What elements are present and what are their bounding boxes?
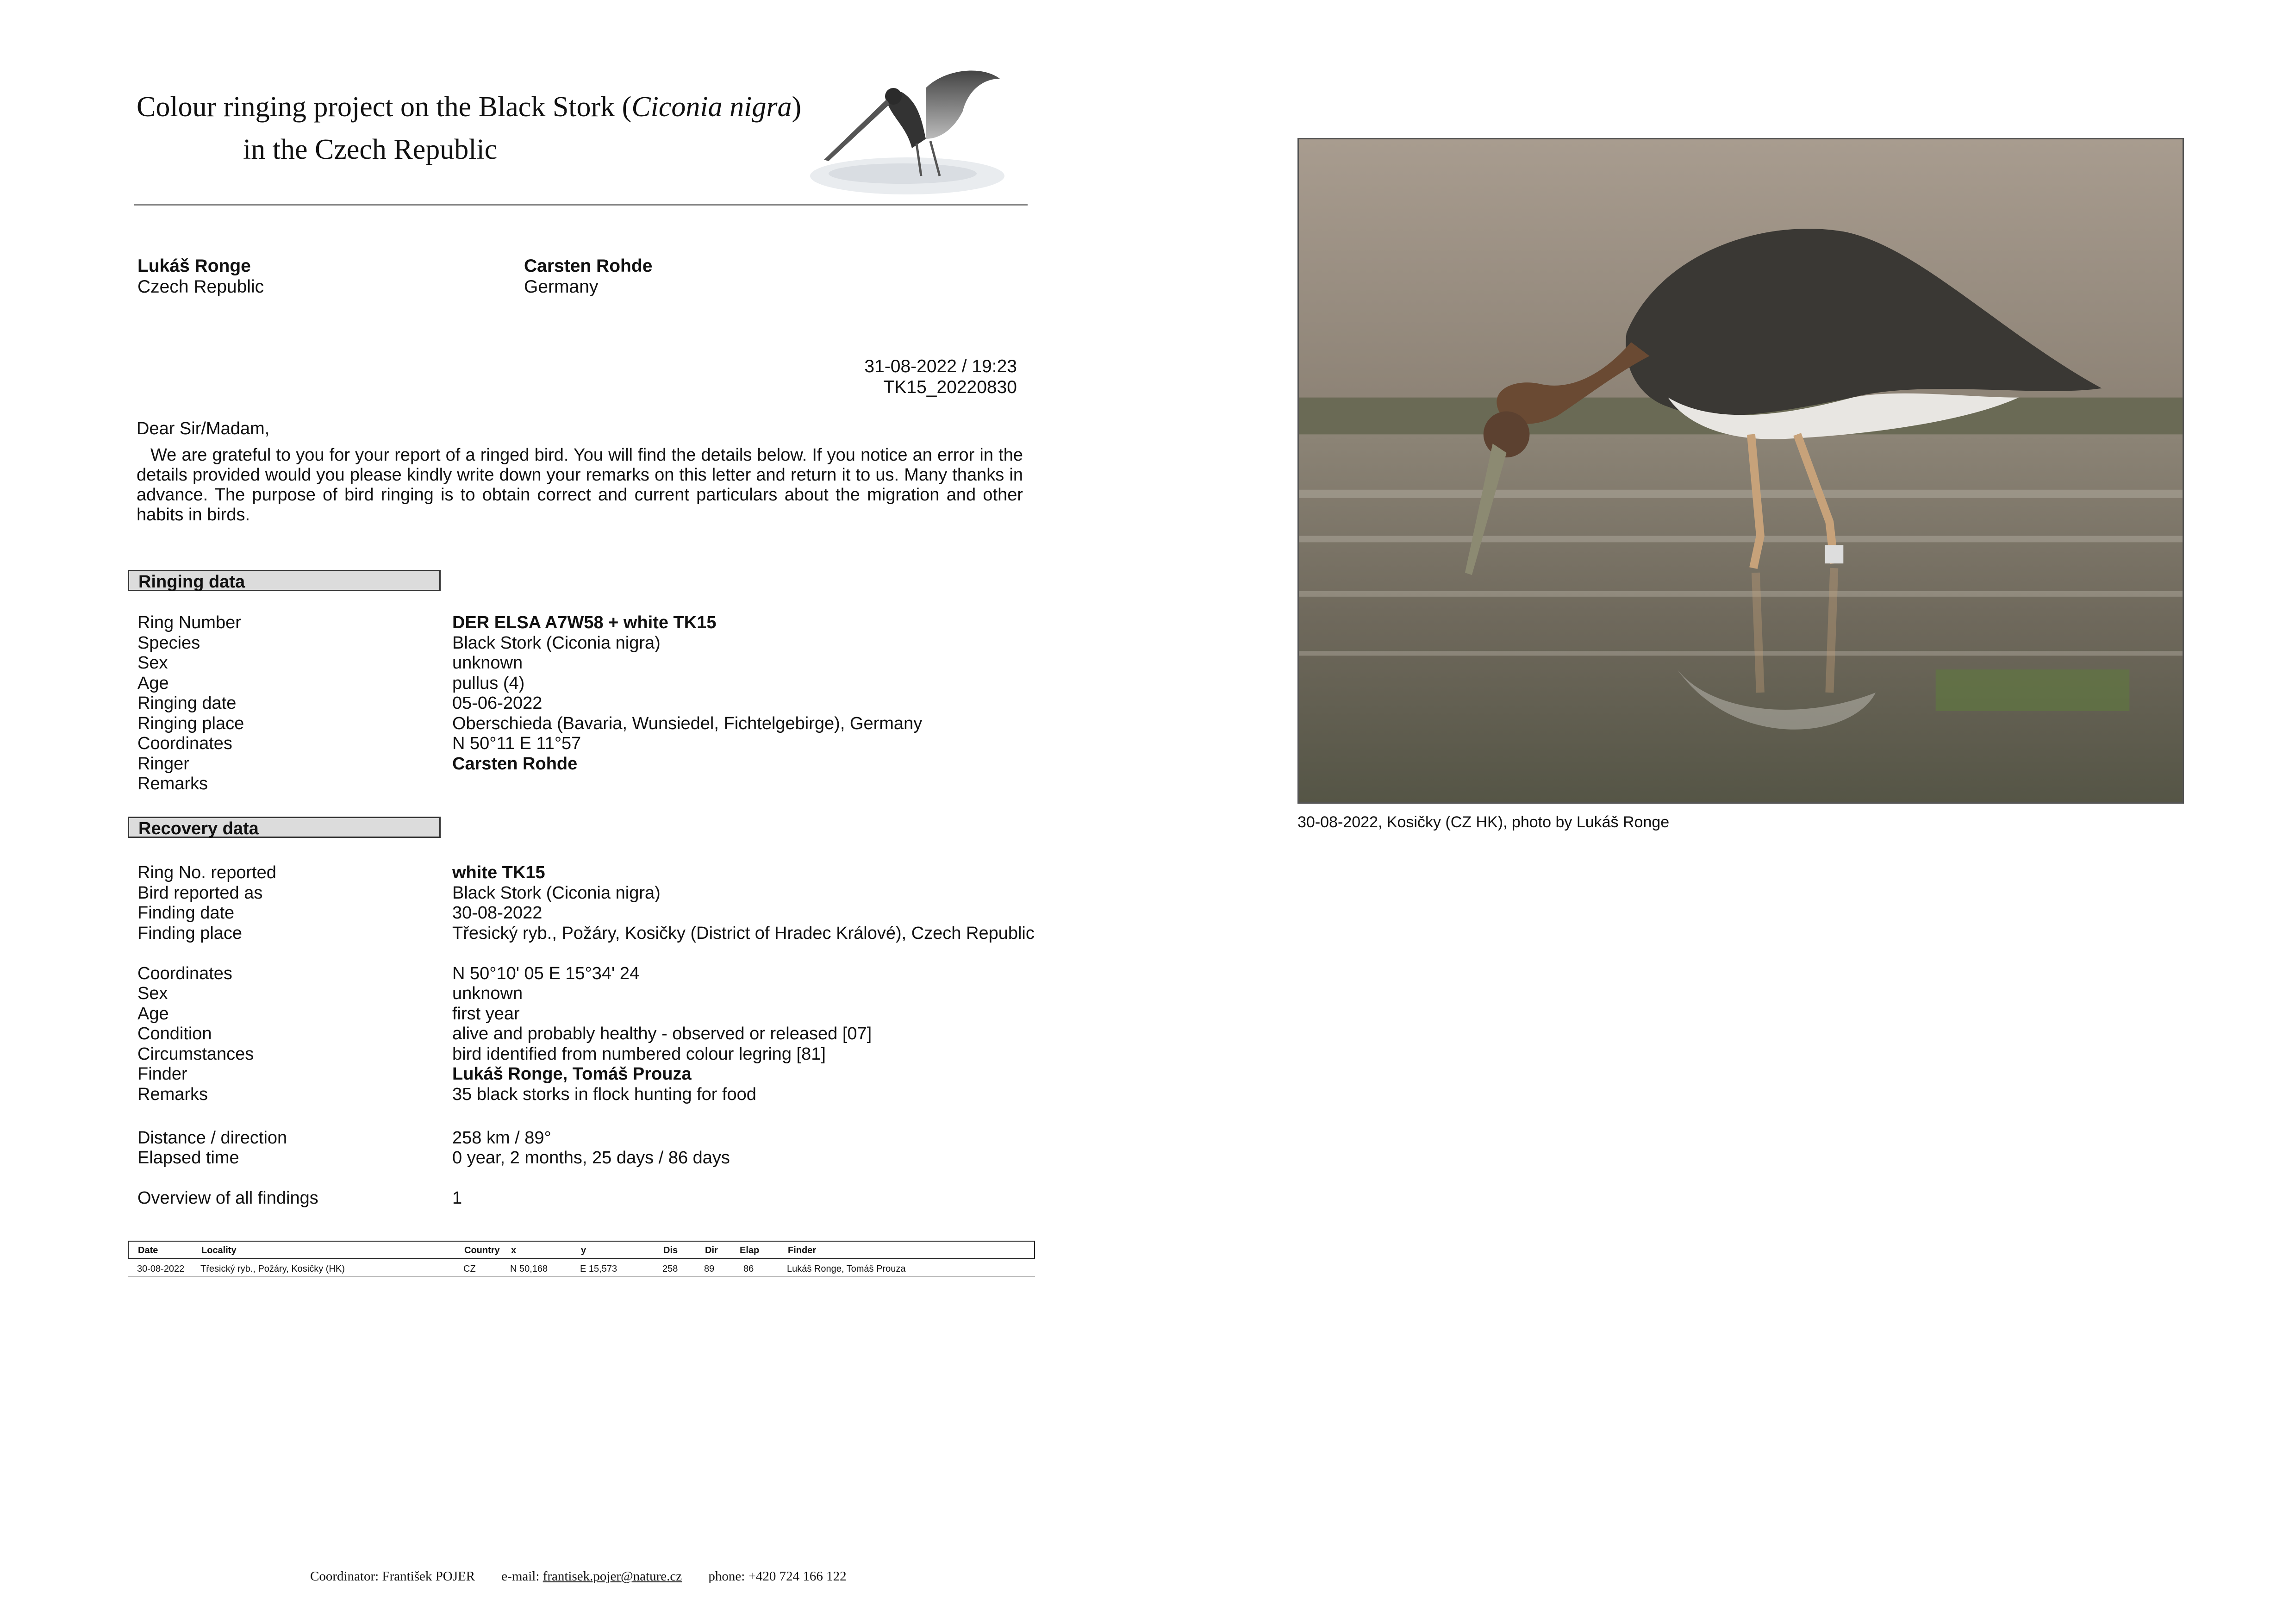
recipient-name: Lukáš Ronge	[137, 256, 251, 276]
row-value: first year	[452, 1004, 520, 1024]
row-label: Remarks	[137, 774, 208, 793]
black-stork-drawing-icon	[787, 60, 1004, 204]
row-value: 05-06-2022	[452, 693, 543, 713]
row-label: Ringing date	[137, 693, 237, 713]
bird-photo	[1297, 138, 2184, 804]
row-value: Oberschieda (Bavaria, Wunsiedel, Fichtelgebirge), Germany	[452, 713, 923, 733]
distance-label: Distance / direction	[137, 1128, 287, 1148]
row-label: Sex	[137, 653, 168, 673]
letter-body: We are grateful to you for your report of a ringed bird. You will find the details below. If you notice an error in the details provided would you please kindly write down your remarks on this letter and return it to us. Many thanks in advance. The purpose of bird ringing is to obtain correct and current particulars about the migration and other habits in birds.	[137, 445, 1023, 525]
td-country: CZ	[463, 1264, 476, 1274]
phone: phone: +420 724 166 122	[708, 1569, 847, 1584]
title-prefix: Colour ringing project on the Black Stork (	[137, 91, 632, 123]
td-x: N 50,168	[510, 1264, 548, 1274]
title-suffix: )	[792, 91, 802, 123]
td-elap: 86	[743, 1264, 754, 1274]
sender-address	[524, 256, 652, 297]
row-value: unknown	[452, 653, 523, 673]
email-link[interactable]: frantisek.pojer@nature.cz	[543, 1569, 682, 1584]
overview-label: Overview of all findings	[137, 1188, 318, 1208]
row-value: Lukáš Ronge, Tomáš Prouza	[452, 1064, 692, 1084]
td-date: 30-08-2022	[137, 1264, 185, 1274]
row-label: Sex	[137, 984, 168, 1003]
salutation: Dear Sir/Madam,	[137, 419, 270, 438]
td-locality: Třesický ryb., Požáry, Kosičky (HK)	[200, 1264, 345, 1274]
row-value: white TK15	[452, 863, 545, 882]
coordinator: Coordinator: František POJER	[310, 1569, 475, 1584]
row-value: pullus (4)	[452, 673, 525, 693]
th-x: x	[511, 1245, 517, 1255]
row-label: Species	[137, 633, 200, 653]
row-label: Finding place	[137, 923, 243, 943]
row-label: Ring No. reported	[137, 863, 276, 882]
td-dir: 89	[704, 1264, 715, 1274]
row-label: Ring Number	[137, 613, 241, 632]
row-label: Finding date	[137, 903, 235, 923]
overview-value: 1	[452, 1188, 462, 1208]
row-value: Třesický ryb., Požáry, Kosičky (District of Hradec Králové), Czech Republic	[452, 923, 1035, 943]
recipient-country: Czech Republic	[137, 277, 264, 297]
th-finder: Finder	[788, 1245, 817, 1255]
row-value: Black Stork (Ciconia nigra)	[452, 633, 661, 653]
th-country: Country	[464, 1245, 500, 1255]
td-y: E 15,573	[580, 1264, 617, 1274]
row-label: Ringer	[137, 754, 189, 774]
th-date: Date	[138, 1245, 158, 1255]
footer	[310, 1569, 847, 1584]
th-dir: Dir	[705, 1245, 718, 1255]
row-value: N 50°11 E 11°57	[452, 734, 581, 753]
row-value: Black Stork (Ciconia nigra)	[452, 883, 661, 903]
row-label: Age	[137, 673, 169, 693]
reference-code: TK15_20220830	[883, 377, 1017, 397]
row-value: unknown	[452, 984, 523, 1003]
elapsed-value: 0 year, 2 months, 25 days / 86 days	[452, 1148, 730, 1168]
findings-table-header	[128, 1241, 1035, 1259]
reference-date-time: 31-08-2022 / 19:23	[864, 356, 1017, 376]
row-label: Age	[137, 1004, 169, 1024]
ringing-data-heading: Ringing data	[128, 570, 441, 591]
recovery-data-heading: Recovery data	[128, 817, 441, 838]
row-value: alive and probably healthy - observed or released [07]	[452, 1024, 872, 1043]
elapsed-label: Elapsed time	[137, 1148, 239, 1168]
distance-value: 258 km / 89°	[452, 1128, 551, 1148]
stork-photo-image	[1299, 139, 2183, 802]
email-label: e-mail:	[501, 1569, 540, 1584]
th-elap: Elap	[740, 1245, 760, 1255]
row-value: 30-08-2022	[452, 903, 543, 923]
title-line2: in the Czech Republic	[243, 134, 498, 165]
th-locality: Locality	[201, 1245, 237, 1255]
sender-name: Carsten Rohde	[524, 256, 653, 276]
row-label: Bird reported as	[137, 883, 263, 903]
header-divider	[134, 204, 1028, 206]
row-value: Carsten Rohde	[452, 754, 578, 774]
row-label: Circumstances	[137, 1044, 254, 1064]
sender-country: Germany	[524, 277, 599, 297]
row-label: Ringing place	[137, 713, 244, 733]
row-label: Remarks	[137, 1084, 208, 1104]
th-dis: Dis	[663, 1245, 678, 1255]
row-label: Finder	[137, 1064, 187, 1084]
row-label: Coordinates	[137, 963, 232, 983]
recipient-address	[137, 256, 264, 297]
title-species: Ciconia nigra	[631, 91, 792, 123]
row-label: Coordinates	[137, 734, 232, 753]
th-y: y	[581, 1245, 586, 1255]
row-value: bird identified from numbered colour legring [81]	[452, 1044, 826, 1064]
row-value: DER ELSA A7W58 + white TK15	[452, 613, 717, 632]
photo-caption: 30-08-2022, Kosičky (CZ HK), photo by Lukáš Ronge	[1297, 813, 1670, 831]
row-value: N 50°10' 05 E 15°34' 24	[452, 963, 640, 983]
td-finder: Lukáš Ronge, Tomáš Prouza	[787, 1264, 906, 1274]
row-label: Condition	[137, 1024, 212, 1043]
letter-text	[137, 419, 1023, 525]
td-dis: 258	[662, 1264, 678, 1274]
row-value: 35 black storks in flock hunting for food	[452, 1084, 756, 1104]
document-title	[137, 86, 801, 171]
reference-block	[694, 356, 1017, 398]
table-row	[128, 1260, 1035, 1277]
